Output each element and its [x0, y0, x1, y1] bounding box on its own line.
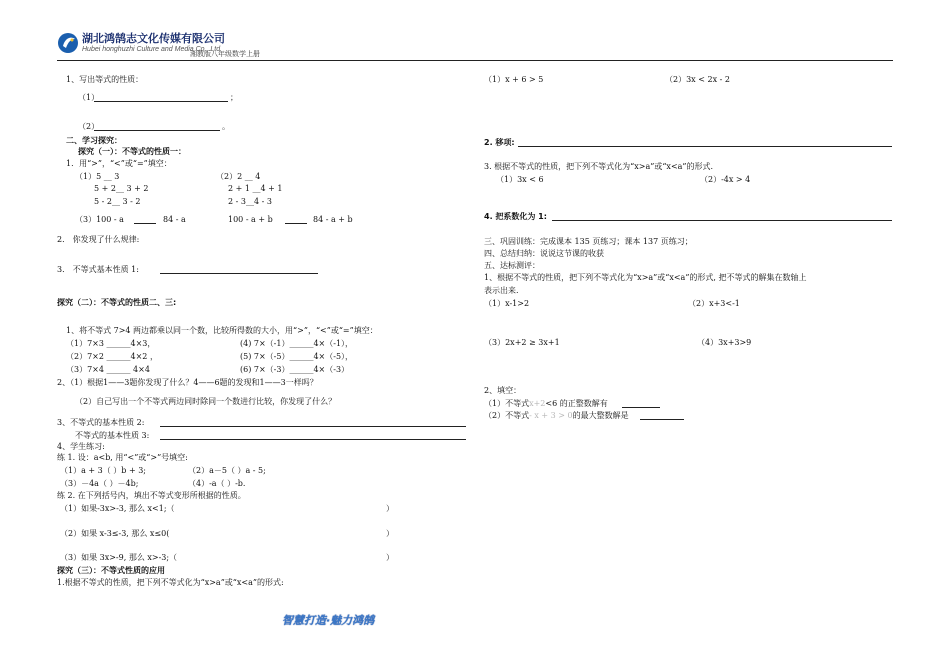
multiply-3: （3）7×4 ______ 4×4 — [66, 365, 150, 374]
question-3: 3. 根据不等式的性质，把下列不等式化为“x>a”或“x<a”的形式. — [484, 162, 714, 171]
header-divider — [57, 60, 893, 61]
compare-1c: 5 - 2__ 3 - 2 — [94, 197, 141, 206]
compare-2a: （2）2 __ 4 — [216, 172, 261, 181]
practice-2-item-1-close: ） — [386, 504, 394, 513]
question-3-item-1: （1）3x < 6 — [496, 175, 544, 184]
footer-slogan: 智慧打造·魅力鸿鹄 — [282, 614, 375, 627]
move-terms-blank — [518, 146, 892, 147]
practice-2-item-2-close: ） — [386, 529, 394, 538]
section-5-q2: 2、填空： — [484, 386, 522, 395]
practice-1-item-3: （3）－4a（ ）－4b; — [60, 479, 139, 488]
section-2-heading: 二、学习探究： — [66, 136, 122, 145]
company-logo-icon — [57, 32, 79, 54]
q2-item-1-faint: x+2 — [529, 399, 546, 408]
q1-item-2-blank — [94, 130, 220, 131]
section-5-item-4: （4）3x+3>9 — [697, 338, 752, 347]
q2-item-2-suffix: 的最大整数解是 — [572, 411, 629, 420]
practice-2-item-3: （3）如果 3x>-9, 那么 x>-3;（ — [60, 553, 178, 562]
coefficient-heading: 4. 把系数化为 1: — [484, 212, 547, 221]
q1-item-2-end: 。 — [222, 122, 230, 131]
explore-1-heading: 探究（一）：不等式的性质一： — [78, 147, 186, 156]
practice-2-item-3-close: ） — [386, 553, 394, 562]
header-subtitle: 湘教版八年级数学上册 — [190, 50, 260, 58]
company-name-cn: 湖北鸿鹄志文化传媒有限公司 — [82, 32, 225, 45]
multiply-1: （1）7×3 ______4×3， — [66, 339, 156, 348]
section-3: 三、巩固训练：完成课本 135 页练习；课本 137 页练习； — [484, 237, 693, 246]
multiply-2: （2）7×2 ______4×2 ， — [66, 352, 158, 361]
transform-1: （1）x + 6 > 5 — [484, 75, 544, 84]
practice-2-item-1: （1）如果-3x>-3, 那么 x<1;（ — [60, 504, 175, 513]
explore-2-heading: 探究（二）：不等式的性质二、三: — [57, 298, 177, 307]
multiply-4: (4) 7×（-1）______4×（-1）， — [240, 339, 354, 348]
compare-1a: （1）5 __ 3 — [75, 172, 120, 181]
compare-1b: 5 + 2__ 3 + 2 — [94, 184, 149, 193]
explore-1-q1: 1．用“>”，“<”或“=”填空： — [66, 159, 172, 168]
explore-1-q2: 2． 你发现了什么规律: — [57, 235, 140, 244]
q1-item-1-blank — [94, 101, 228, 102]
multiply-6: (6) 7×（-3）______4×（-3） — [240, 365, 350, 374]
move-terms-heading: 2. 移项: — [484, 138, 515, 147]
explore-2-q2b: （2）自己写出一个不等式两边同时除同一个数进行比较，你发现了什么？ — [75, 397, 337, 406]
practice-1: 练 1. 设：a<b, 用“<”或“>”号填空: — [57, 453, 188, 462]
explore-2-q3b: 不等式的基本性质 3: — [75, 431, 150, 440]
property-2-blank — [160, 426, 466, 427]
practice-1-item-1: （1）a + 3（ ）b + 3; — [60, 466, 146, 475]
q2-item-2-faint: - x + 3 > 0 — [529, 411, 573, 420]
compare-3a: （3）100 - a — [75, 215, 124, 224]
section-4: 四、总结归纳：说说这节课的收获 — [484, 249, 604, 258]
explore-2-q4: 4、学生练习: — [57, 442, 105, 451]
section-5-item-1: （1）x-1>2 — [484, 299, 530, 308]
section-5-q2-item-1 — [484, 399, 608, 409]
property-3-blank — [160, 439, 466, 440]
explore-2-q1: 1、将不等式 7>4 两边都乘以同一个数，比较所得数的大小，用“>”，“<”或“=”填空： — [66, 326, 378, 335]
q1-item-2-label: （2） — [78, 122, 100, 131]
property-1-blank — [160, 273, 318, 274]
section-5-q1-line1: 1、根据不等式的性质，把下列不等式化为“x>a”或“x<a”的形式, 把不等式的解集在数轴上 — [484, 273, 807, 282]
compare-2b: 2 + 1 __4 + 1 — [228, 184, 283, 193]
explore-2-q3: 3、不等式的基本性质 2: — [57, 418, 145, 427]
compare-3b: 84 - a — [163, 215, 186, 224]
q2-item-2-blank — [640, 419, 684, 420]
explore-1-q3: 3． 不等式基本性质 1: — [57, 265, 139, 274]
q1-item-1-end: ； — [230, 93, 238, 102]
coefficient-blank — [552, 220, 892, 221]
section-5: 五、达标测评： — [484, 261, 540, 270]
q2-item-1-suffix: <6 的正整数解有 — [545, 399, 608, 408]
q2-item-1-prefix: （1）不等式 — [484, 399, 530, 408]
practice-1-item-2: （2）a－5（ ）a - 5; — [188, 466, 266, 475]
q2-item-1-blank — [622, 407, 660, 408]
compare-3c: 100 - a + b — [228, 215, 273, 224]
question-1: 1、写出等式的性质： — [66, 75, 144, 84]
section-5-item-3: （3）2x+2 ≥ 3x+1 — [484, 338, 560, 347]
compare-3c-blank — [285, 223, 307, 224]
section-5-item-2: （2）x+3<-1 — [688, 299, 740, 308]
explore-3-q1: 1.根据不等式的性质，把下列不等式化为“x>a”或“x<a”的形式: — [57, 578, 284, 587]
company-name-en: Hubei honghuzhi Culture and Media Co., Ltd — [82, 46, 221, 53]
section-5-q1-line2: 表示出来. — [484, 286, 519, 295]
section-5-q2-item-2 — [484, 411, 629, 421]
practice-1-item-4: （4）-a（ ）-b. — [188, 479, 246, 488]
practice-2: 练 2. 在下列括号内，填出不等式变形所根据的性质。 — [57, 491, 246, 500]
compare-3d: 84 - a + b — [313, 215, 353, 224]
compare-3a-blank — [134, 223, 156, 224]
practice-2-item-2: （2）如果 x-3≤-3, 那么 x≤0( — [60, 529, 170, 538]
q2-item-2-prefix: （2）不等式 — [484, 411, 530, 420]
question-3-item-2: （2）-4x > 4 — [700, 175, 751, 184]
explore-3-heading: 探究（三）：不等式性质的应用 — [57, 566, 165, 575]
transform-2: （2）3x < 2x - 2 — [665, 75, 730, 84]
q1-item-1-label: （1） — [78, 93, 100, 102]
explore-2-q2: 2、（1）根据1——3题你发现了什么？4——6题的发现和1——3一样吗？ — [57, 378, 318, 387]
multiply-5: (5) 7×（-5）______4×（-5）， — [240, 352, 354, 361]
compare-2c: 2 - 3__4 - 3 — [228, 197, 272, 206]
